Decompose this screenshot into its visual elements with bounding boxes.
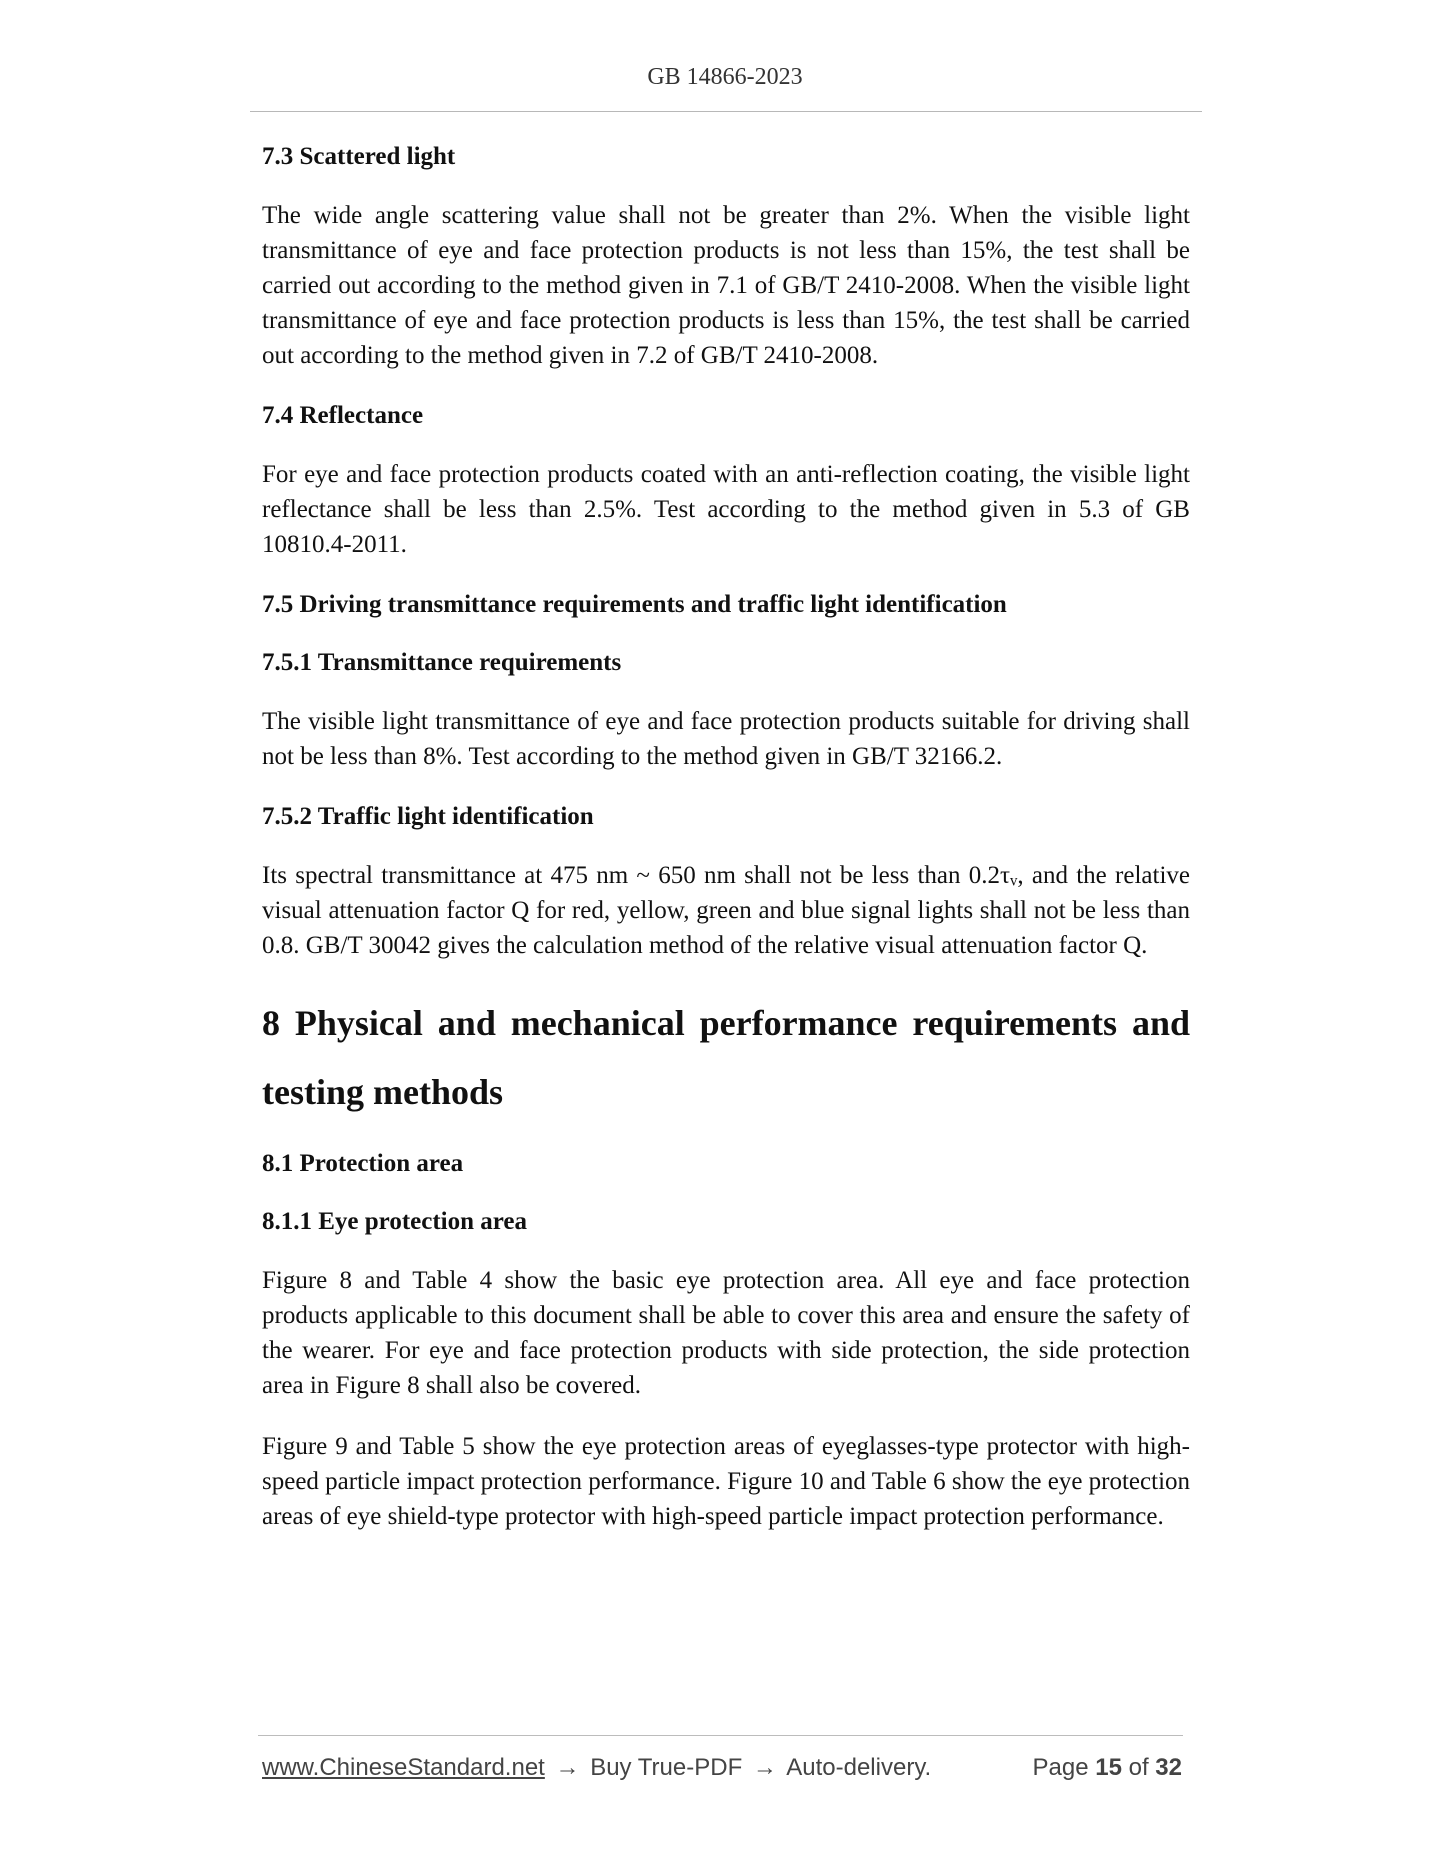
page-label: Page: [1032, 1754, 1089, 1781]
section-heading-8-1-1: 8.1.1 Eye protection area: [262, 1208, 528, 1235]
of-label: of: [1128, 1754, 1149, 1781]
footer-divider: [258, 1735, 1183, 1736]
section-heading-7-5: 7.5 Driving transmittance requirements and traffic light identification: [262, 591, 1007, 618]
page-number: 15: [1095, 1754, 1122, 1781]
paragraph-7-3: The wide angle scattering value shall not be greater than 2%. When the visible light transmittance of eye and face protection products is not less than 15%, the test shall be carried out according to the method given in 7.1 of GB/T 2410-2008. When the visible light transmittance of eye and face protection products is less than 15%, the test shall be carried out according to the method given in 7.2 of GB/T 2410-2008.: [262, 202, 1190, 369]
page-header: GB 14866-2023: [647, 64, 803, 90]
paragraph-7-5-1: The visible light transmittance of eye and face protection products suitable for driving shall not be less than 8%. Test according to the method given in GB/T 32166.2.: [262, 708, 1190, 770]
page-footer: [262, 1752, 1182, 1784]
auto-delivery-text: Auto-delivery.: [786, 1754, 932, 1781]
arrow-right-icon: →: [752, 1754, 777, 1781]
section-heading-7-5-2: 7.5.2 Traffic light identification: [262, 803, 594, 830]
section-heading-7-4: 7.4 Reflectance: [262, 402, 424, 429]
section-heading-8-1: 8.1 Protection area: [262, 1150, 464, 1177]
buy-true-pdf-link[interactable]: Buy True-PDF: [590, 1754, 743, 1781]
header-divider: [250, 111, 1202, 112]
site-link[interactable]: www.ChineseStandard.net: [262, 1754, 545, 1781]
page-indicator: [1033, 1752, 1183, 1784]
arrow-right-icon: →: [555, 1754, 580, 1781]
page-total: 32: [1155, 1754, 1182, 1781]
paragraph-7-4: For eye and face protection products coated with an anti-reflection coating, the visible light reflectance shall be less than 2.5%. Test according to the method given in 5.3 of GB 10810.4-2011.: [262, 461, 1190, 558]
paragraph-8-1-1-a: Figure 8 and Table 4 show the basic eye protection area. All eye and face protection products applicable to this document shall be able to cover this area and ensure the safety of the wearer. For eye and face protection products with side protection, the side protection area in Figure 8 shall also be covered.: [262, 1267, 1190, 1399]
section-heading-7-3: 7.3 Scattered light: [262, 143, 456, 170]
paragraph-8-1-1-b: Figure 9 and Table 5 show the eye protection areas of eyeglasses-type protector with high-speed particle impact protection performance. Figure 10 and Table 6 show the eye protection areas of eye shield-type protector with high-speed particle impact protection performance.: [262, 1433, 1191, 1530]
paragraph-7-5-2: Its spectral transmittance at 475 nm ~ 650 nm shall not be less than 0.2τᵥ, and the relative visual attenuation factor Q for red, yellow, green and blue signal lights shall not be less than 0.8. GB/T 30042 gives the calculation method of the relative visual attenuation factor Q.: [262, 862, 1190, 959]
section-heading-7-5-1: 7.5.1 Transmittance requirements: [262, 649, 622, 676]
chapter-heading-8: 8 Physical and mechanical performance requirements and testing methods: [262, 1003, 1190, 1112]
document-body: [262, 140, 1190, 1560]
